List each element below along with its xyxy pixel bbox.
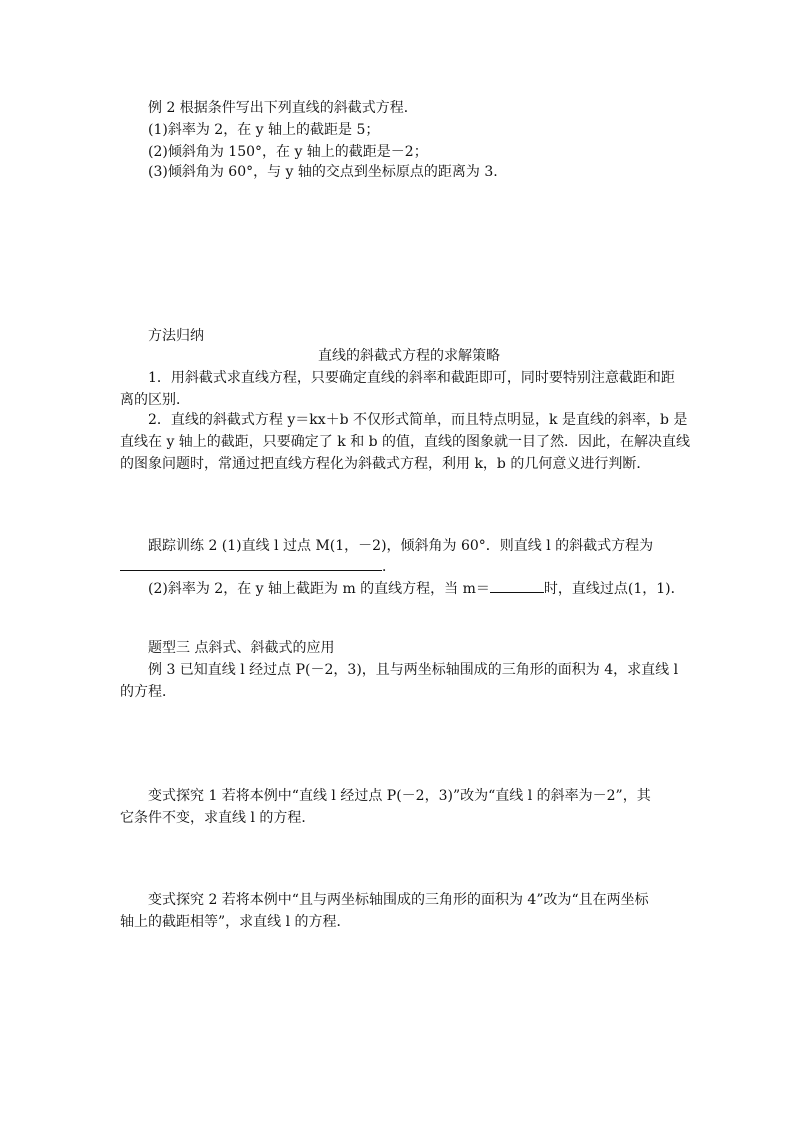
method-paragraph-1-line-1: 1．用斜截式求直线方程，只要确定直线的斜率和截距即可，同时要特别注意截距和距	[148, 370, 675, 386]
method-label: 方法归纳	[148, 328, 204, 344]
method-title: 直线的斜截式方程的求解策略	[318, 348, 500, 364]
example-2-item-1: (1)斜率为 2，在 y 轴上的截距是 5；	[148, 122, 380, 138]
example-3-line-2: 的方程．	[120, 684, 176, 700]
training-2-answer-line	[120, 556, 396, 577]
training-2-line-3-b: 时，直线过点(1，1)．	[543, 581, 685, 597]
training-2-line-1: 跟踪训练 2 (1)直线 l 过点 M(1，－2)，倾斜角为 60°．则直线 l 的斜截式方程为	[148, 538, 654, 554]
example-2-item-3: (3)倾斜角为 60°，与 y 轴的交点到坐标原点的距离为 3.	[148, 164, 498, 180]
variant-2-line-2: 轴上的截距相等”，求直线 l 的方程．	[120, 914, 351, 930]
example-2-title: 例 2 根据条件写出下列直线的斜截式方程．	[148, 100, 418, 116]
answer-blank-1-end: ．	[382, 559, 396, 575]
method-paragraph-2-line-1: 2．直线的斜截式方程 y＝kx＋b 不仅形式简单，而且特点明显，k 是直线的斜率，b 是	[148, 412, 688, 428]
training-2-line-3	[148, 578, 685, 599]
variant-2-line-1: 变式探究 2 若将本例中“且与两坐标轴围成的三角形的面积为 4”改为“且在两坐标	[148, 892, 649, 908]
variant-1-line-1: 变式探究 1 若将本例中“直线 l 经过点 P(－2，3)”改为“直线 l 的斜率为－2”，其	[148, 788, 651, 804]
answer-blank-2[interactable]	[490, 578, 544, 593]
example-3-line-1: 例 3 已知直线 l 经过点 P(－2，3)，且与两坐标轴围成的三角形的面积为 4，求直线 l	[148, 662, 679, 678]
variant-1-line-2: 它条件不变，求直线 l 的方程．	[120, 810, 316, 826]
training-2-line-3-a: (2)斜率为 2，在 y 轴上截距为 m 的直线方程，当 m＝	[148, 581, 490, 597]
section-3-title: 题型三 点斜式、斜截式的应用	[148, 640, 335, 656]
method-paragraph-1-line-2: 离的区别．	[120, 392, 190, 408]
example-2-item-2: (2)倾斜角为 150°，在 y 轴上的截距是－2；	[148, 144, 428, 160]
method-paragraph-2-line-3: 的图象问题时，常通过把直线方程化为斜截式方程，利用 k，b 的几何意义进行判断．	[120, 456, 651, 472]
method-paragraph-2-line-2: 直线在 y 轴上的截距，只要确定了 k 和 b 的值，直线的图象就一目了然．因此，在解决直线	[120, 434, 691, 450]
answer-blank-1[interactable]	[120, 556, 382, 571]
